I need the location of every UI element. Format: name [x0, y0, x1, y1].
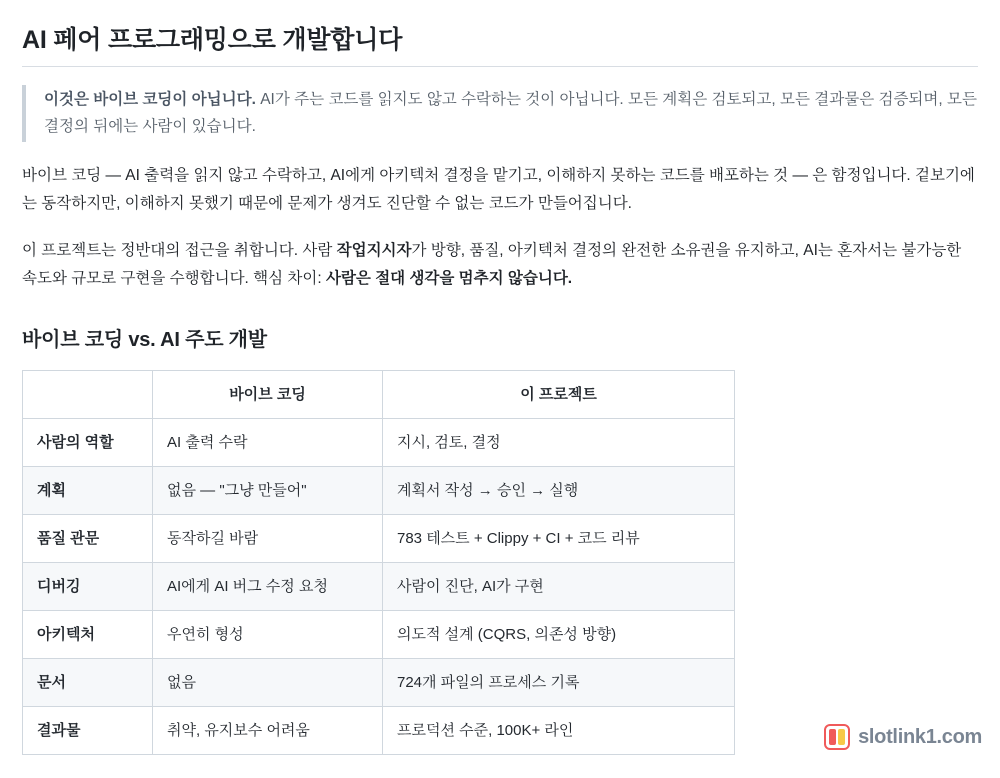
table-cell-vibe: 동작하길 바람 — [153, 514, 383, 562]
paragraph-2-part1: 이 프로젝트는 정반대의 접근을 취합니다. 사람 — [22, 242, 337, 260]
table-cell-project: 계획서 작성 → 승인 → 실행 — [383, 466, 735, 514]
table-cell-label: 계획 — [23, 466, 153, 514]
page-title: AI 페어 프로그래밍으로 개발합니다 — [22, 20, 978, 67]
table-cell-project: 의도적 설계 (CQRS, 의존성 방향) — [383, 610, 735, 658]
table-row — [23, 418, 735, 466]
slot-logo-icon — [824, 724, 850, 750]
table-row — [23, 706, 735, 754]
table-cell-vibe: AI에게 AI 버그 수정 요청 — [153, 562, 383, 610]
table-cell-vibe: 없음 — [153, 658, 383, 706]
table-cell-label: 품질 관문 — [23, 514, 153, 562]
table-cell-project: 프로덕션 수준, 100K+ 라인 — [383, 706, 735, 754]
table-cell-vibe: AI 출력 수락 — [153, 418, 383, 466]
callout-rest: AI가 주는 코드를 읽지도 않고 수락하는 것이 아닙니다. 모든 계획은 검토되고, 모든 결과물은 검증되며, 모든 결정의 뒤에는 사람이 있습니다. — [44, 91, 977, 135]
table-cell-project: 사람이 진단, AI가 구현 — [383, 562, 735, 610]
table-header-row — [23, 370, 735, 418]
table-cell-vibe: 우연히 형성 — [153, 610, 383, 658]
paragraph-2-bold1: 작업지시자 — [336, 242, 412, 260]
table-row — [23, 514, 735, 562]
table-header-cell-1: 바이브 코딩 — [153, 370, 383, 418]
paragraph-2 — [22, 237, 978, 292]
section-title: 바이브 코딩 vs. AI 주도 개발 — [22, 328, 267, 351]
callout-blockquote — [22, 85, 978, 142]
watermark — [824, 724, 982, 750]
table-header-cell-2: 이 프로젝트 — [383, 370, 735, 418]
comparison-table — [22, 370, 735, 755]
table-cell-label: 문서 — [23, 658, 153, 706]
table-row — [23, 610, 735, 658]
table-cell-label: 결과물 — [23, 706, 153, 754]
paragraph-2-part2: 가 방향, 품질, 아키텍처 결정의 완전한 소유권을 유지하고, AI는 혼자서는 불가능한 속도와 규모로 구현을 수행합니다. 핵심 차이: — [22, 242, 962, 288]
callout-lead: 이것은 바이브 코딩이 아닙니다. — [44, 91, 256, 108]
watermark-label: slotlink1.com — [858, 725, 982, 748]
table-cell-project: 783 테스트 + Clippy + CI + 코드 리뷰 — [383, 514, 735, 562]
table-cell-project: 724개 파일의 프로세스 기록 — [383, 658, 735, 706]
table-row — [23, 466, 735, 514]
table-cell-label: 디버깅 — [23, 562, 153, 610]
paragraph-1: 바이브 코딩 — AI 출력을 읽지 않고 수락하고, AI에게 아키텍처 결정을 맡기고, 이해하지 못하는 코드를 배포하는 것 — 은 함정입니다. 겉보기에는 동작하지만, 이해하지 못했기 때문에 문제가 생겨도 진단할 수 없는 코드가 만들어집니다. — [22, 167, 975, 212]
paragraph-2-bold2: 사람은 절대 생각을 멈추지 않습니다. — [325, 270, 573, 288]
table-row — [23, 658, 735, 706]
table-row — [23, 562, 735, 610]
table-header-cell-0 — [23, 370, 153, 418]
table-cell-vibe: 취약, 유지보수 어려움 — [153, 706, 383, 754]
table-cell-label: 사람의 역할 — [23, 418, 153, 466]
table-cell-vibe: 없음 — "그냥 만들어" — [153, 466, 383, 514]
table-cell-project: 지시, 검토, 결정 — [383, 418, 735, 466]
table-cell-label: 아키텍처 — [23, 610, 153, 658]
